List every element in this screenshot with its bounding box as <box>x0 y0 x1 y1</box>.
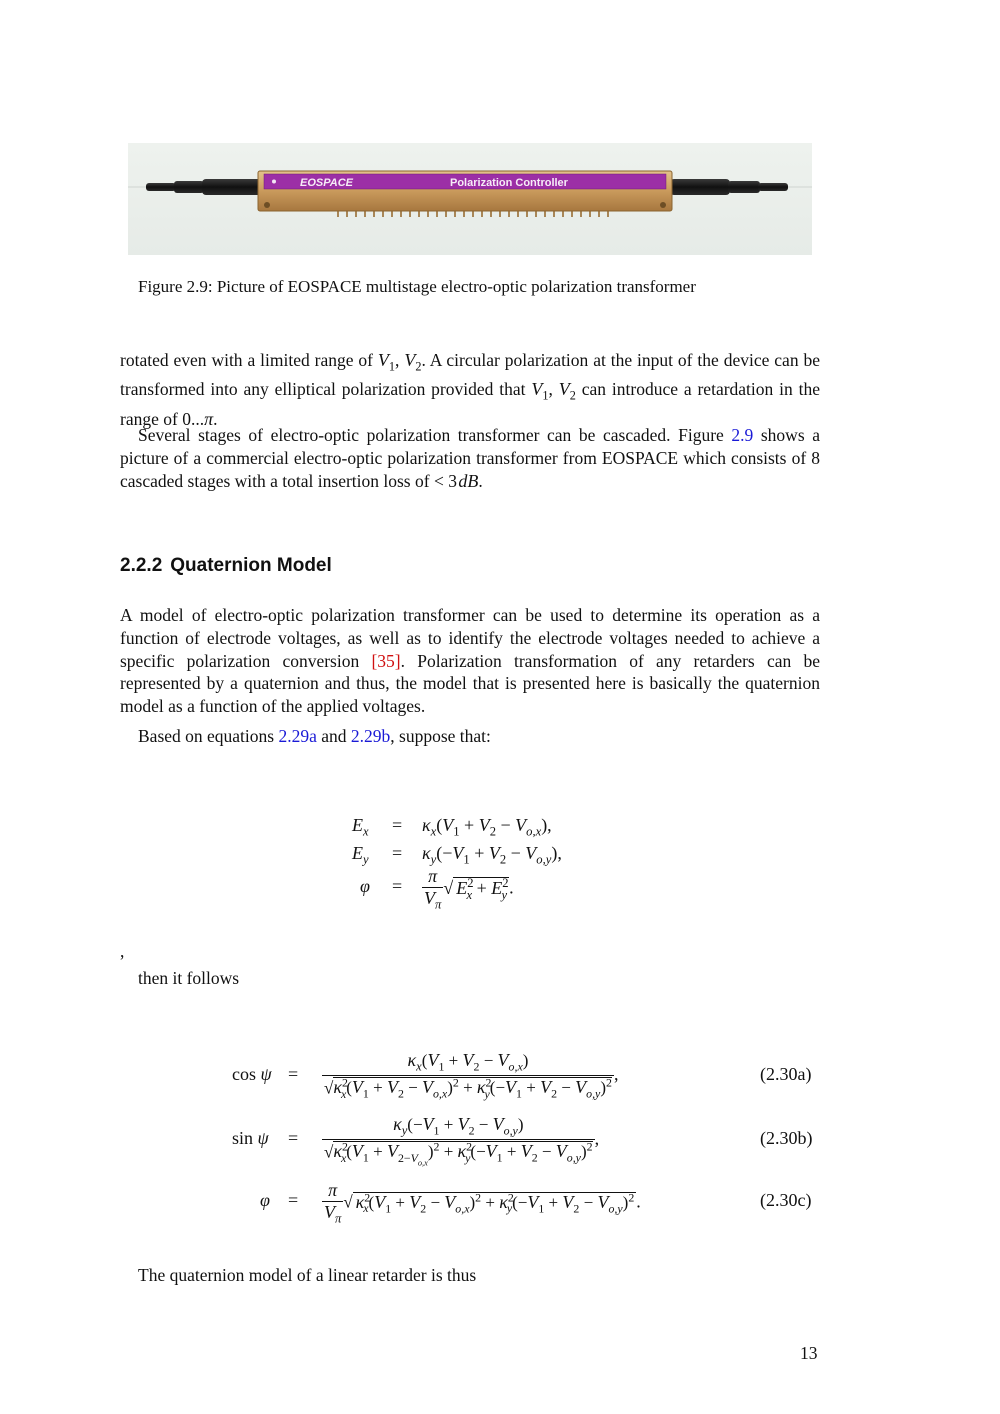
para1-text-c: can introduce a retardation in the range of 0... <box>120 379 821 429</box>
para1-text-a: rotated even with a limited range of <box>120 350 378 370</box>
equation-ref-link-a[interactable]: 2.29a <box>278 726 317 746</box>
para2-text-b: shows a picture of a commercial electro-optic polarization transformer from EOSPACE which consists of 8 cascaded stages with a total insertion loss of < 3 <box>120 425 820 491</box>
mount-hole-right <box>660 202 666 208</box>
paragraph-retardation: rotated even with a limited range of $V_1$, $V_2$. A circular polarization at the input of the device can be transformed into any elliptical polarization provided that $V_1$, $V_2$ can introduce a retardation in the range of 0...π. <box>120 350 821 429</box>
unit-db: dB <box>458 470 479 491</box>
para2-text-c: . <box>478 470 483 491</box>
section-title: Quaternion Model <box>170 555 332 576</box>
figure-ref-link[interactable]: 2.9 <box>731 425 754 445</box>
figure-caption: Figure 2.9: Picture of EOSPACE multistage electro-optic polarization transformer <box>138 277 696 296</box>
equation-number-a: (2.30a) <box>760 1064 812 1084</box>
document-page: EOSPACE Polarization Controller Figure 2.9: Picture of EOSPACE multistage electro-optic polarization transformer rotated even with a limited range of $V_1$, $V_2$. A circular polarization at the input of the device can be transformed into any elliptical polarization provided that $V_1$, $V_2$ can introduce a retardation in the range of 0...π. Several stages of electro-optic polarization transformer can be cascaded. Figure 2.9 shows a picture of a commercial electro-optic polarization transformer from EOSPACE which consists of 8 cascaded stages with a total insertion loss of < 3 dB. 2.2.2 Quaternion Model A model of electro-optic polarization transformer can be used to determine its operation as a function of electrode voltages, as well as to identify the electrode voltages needed to achieve a specific polarization conversion [35]. Polarization transformation of any retarders can be represented by a quaternion and thus, the model that is presented here is basically the quaternion model as a function of the applied voltages. Based on equations 2.29a and 2.29b, suppose that: $E_x$ = $\kappa_x(V_1 + V_2 - V_{o,x})$, $E_y$ = $\kappa_y(-V_1 + V_2 - V_{o,y})$, φ = $\frac{\pi}{V_\pi}$ √ $E^2_x + E^2_y$ . , then it follows cos ψ = $\frac{\kappa_x(V_1 + V_2 - V_{o,x})}{√\kappa^2_x(V_1 + V_2 - V_{o,x})^2 + \kappa^2_y(-V_1 + V_2 - V_{o,y})^2}$ , (2.30a) sin ψ = $\frac{\kappa_y(-V_1 + V_2 - V_{o,y})}{√\kappa^2_x(V_1 + V_{2-V_{o,x}})^2 + \kappa^2_y(-V_1 + V_2 - V_{o,y})^2}$ , (2.30b) φ = $\frac{\pi}{V_\pi}$ √ $\kappa^2_x(V_1 + V_2 - V_{o,x})^2 + \kappa^2_y(-V_1 + V_2 - V_{o,y})^2$ . (2.30c) The quaternion model of a linear retarder is thus 13 <box>0 0 1000 1414</box>
section-number: 2.2.2 <box>120 555 163 576</box>
page-number: 13 <box>800 1343 818 1363</box>
mount-hole-left <box>264 202 270 208</box>
para4-text-c: , suppose that: <box>390 726 491 746</box>
paragraph-model-intro <box>120 604 820 718</box>
device-photo <box>128 143 812 255</box>
para4-text-a: Based on equations <box>138 726 279 746</box>
section-heading <box>120 555 332 577</box>
equation-ex: $E_x$ = $\kappa_x(V_1 + V_2 - V_{o,x})$, <box>352 815 552 839</box>
equation-number-c: (2.30c) <box>760 1190 812 1210</box>
device-label: Polarization Controller <box>450 177 568 189</box>
para3-text-a: A model of electro-optic polarization transformer can be used to determine its operation as a function of electrode voltages, as well as to identify the electrode voltages needed to achieve a specific polarization conversion <box>120 605 820 671</box>
para1-text-b: . A circular polarization at the input of the device can be transformed into any elliptical polarization provided that <box>120 350 821 400</box>
paragraph-cascaded-stages <box>120 424 820 492</box>
paragraph-quaternion-linear: The quaternion model of a linear retarder is thus <box>138 1265 477 1285</box>
equation-ref-link-b[interactable]: 2.29b <box>350 726 391 746</box>
para2-text-a: Several stages of electro-optic polarization transformer can be cascaded. Figure <box>138 425 732 445</box>
para1-text-d: . <box>213 408 218 429</box>
stray-comma: , <box>120 941 125 961</box>
citation-link[interactable]: [35] <box>371 650 401 671</box>
equation-ey: $E_y$ = $\kappa_y(-V_1 + V_2 - V_{o,y})$, <box>352 843 562 867</box>
then-it-follows: then it follows <box>138 968 240 988</box>
paragraph-based-on <box>120 725 820 748</box>
para4-text-b: and <box>316 726 351 746</box>
equation-number-b: (2.30b) <box>760 1128 813 1148</box>
brand-label: EOSPACE <box>300 177 353 189</box>
para3-text-b: . Polarization transformation of any retarders can be represented by a quaternion and thus, the model that is presented here is basically the quaternion model as a function of the applied voltages. <box>120 650 820 717</box>
figure-device-photo <box>128 143 812 255</box>
label-dot <box>272 180 276 184</box>
